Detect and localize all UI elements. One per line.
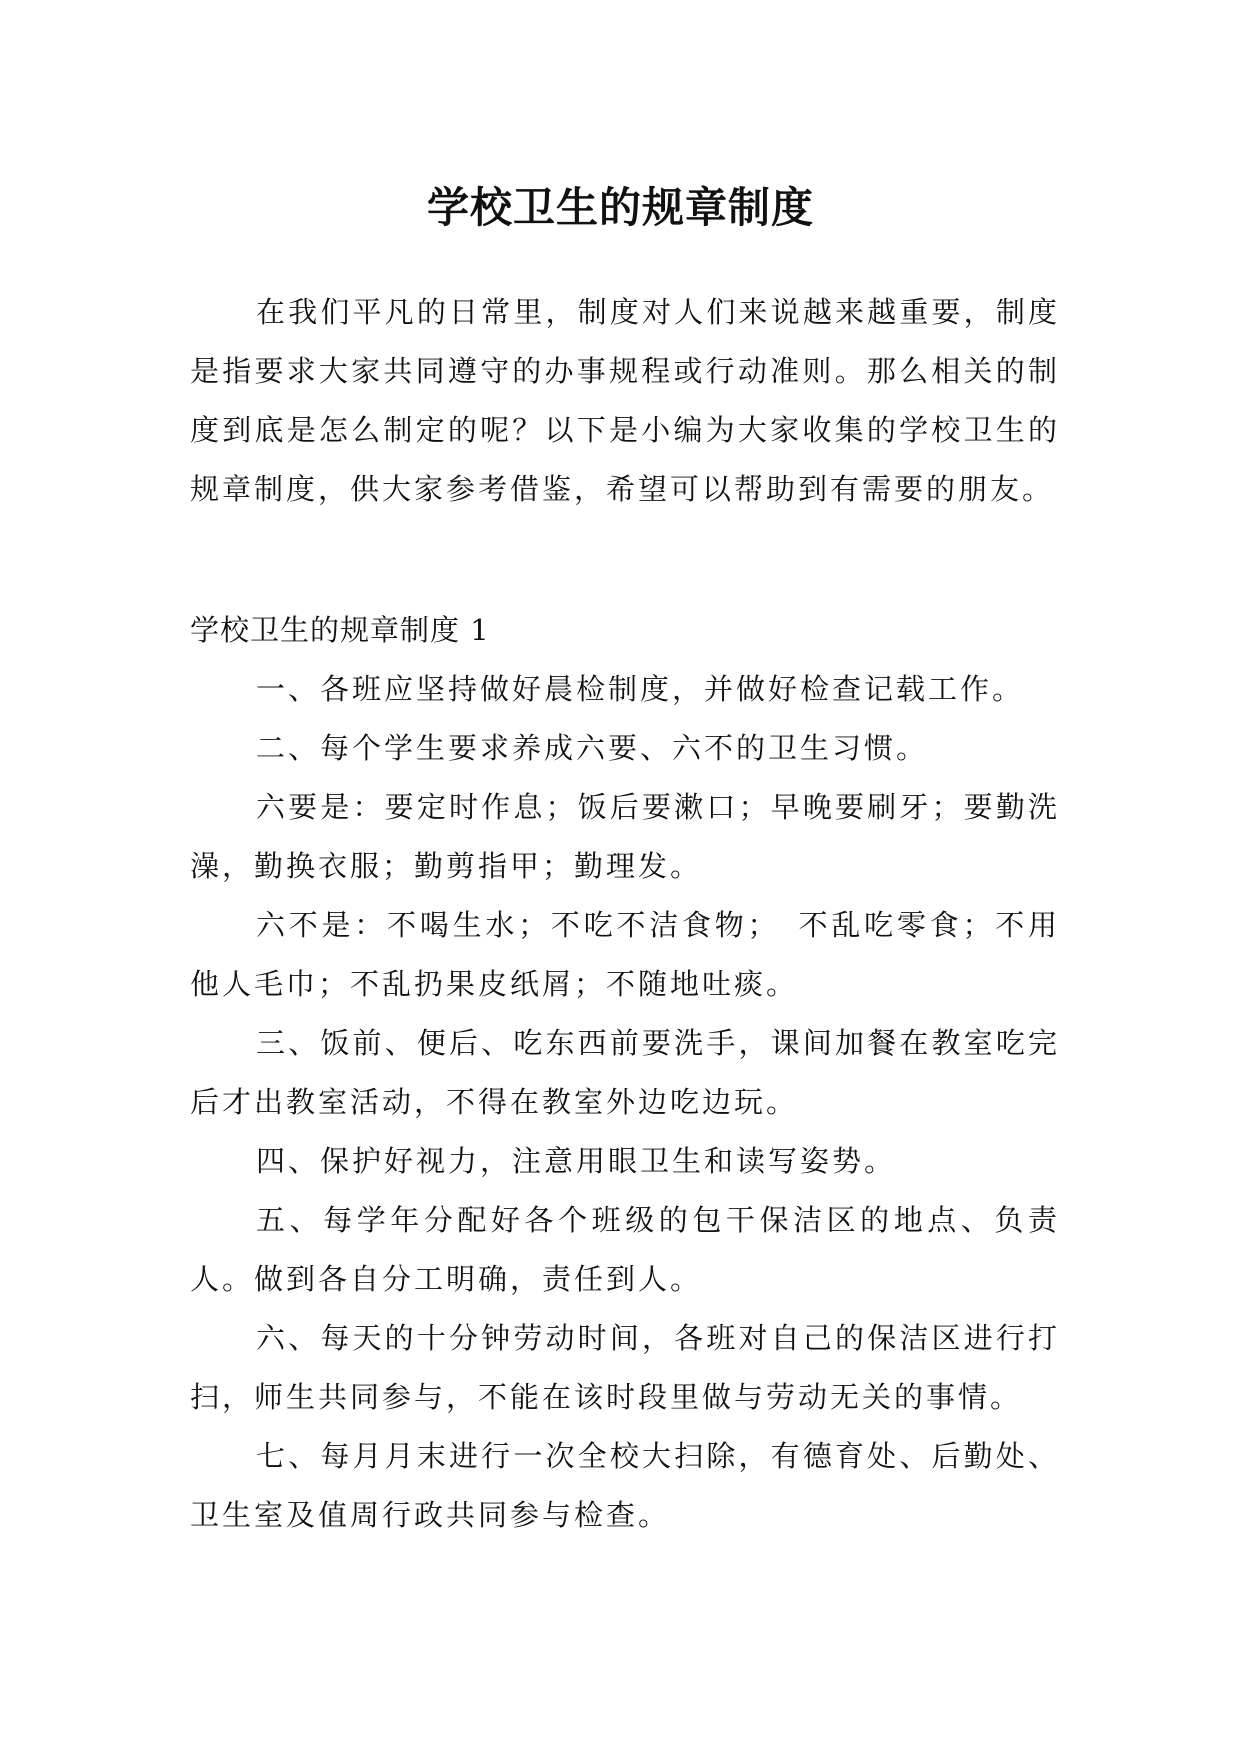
intro-paragraph: 在我们平凡的日常里，制度对人们来说越来越重要，制度是指要求大家共同遵守的办事规程或行动准则。那么相关的制度到底是怎么制定的呢？以下是小编为大家收集的学校卫生的规章制度，供大家参考借鉴，希望可以帮助到有需要的朋友。	[190, 295, 1060, 506]
document-body	[190, 283, 1060, 1545]
rule-paragraph: 一、各班应坚持做好晨检制度，并做好检查记载工作。	[256, 672, 1025, 706]
document-title: 学校卫生的规章制度	[426, 183, 814, 233]
rule-paragraph: 六不是：不喝生水；不吃不洁食物； 不乱吃零食；不用他人毛巾；不乱扔果皮纸屑；不随地吐痰。	[190, 908, 1060, 1001]
rule-paragraph: 二、每个学生要求养成六要、六不的卫生习惯。	[256, 731, 929, 765]
rule-paragraph: 三、饭前、便后、吃东西前要洗手，课间加餐在教室吃完后才出教室活动，不得在教室外边吃边玩。	[190, 1026, 1060, 1119]
paragraph-gap	[190, 519, 1060, 601]
rule-paragraph: 六、每天的十分钟劳动时间，各班对自己的保洁区进行打扫，师生共同参与，不能在该时段里做与劳动无关的事情。	[190, 1321, 1060, 1414]
section-heading: 学校卫生的规章制度 1	[190, 613, 490, 647]
rule-paragraph: 六要是：要定时作息；饭后要漱口；早晚要刷牙；要勤洗澡，勤换衣服；勤剪指甲；勤理发。	[190, 790, 1060, 883]
rule-paragraph: 七、每月月末进行一次全校大扫除，有德育处、后勤处、卫生室及值周行政共同参与检查。	[190, 1439, 1060, 1532]
rule-paragraph: 五、每学年分配好各个班级的包干保洁区的地点、负责人。做到各自分工明确，责任到人。	[190, 1203, 1060, 1296]
rule-paragraph: 四、保护好视力，注意用眼卫生和读写姿势。	[256, 1144, 897, 1178]
